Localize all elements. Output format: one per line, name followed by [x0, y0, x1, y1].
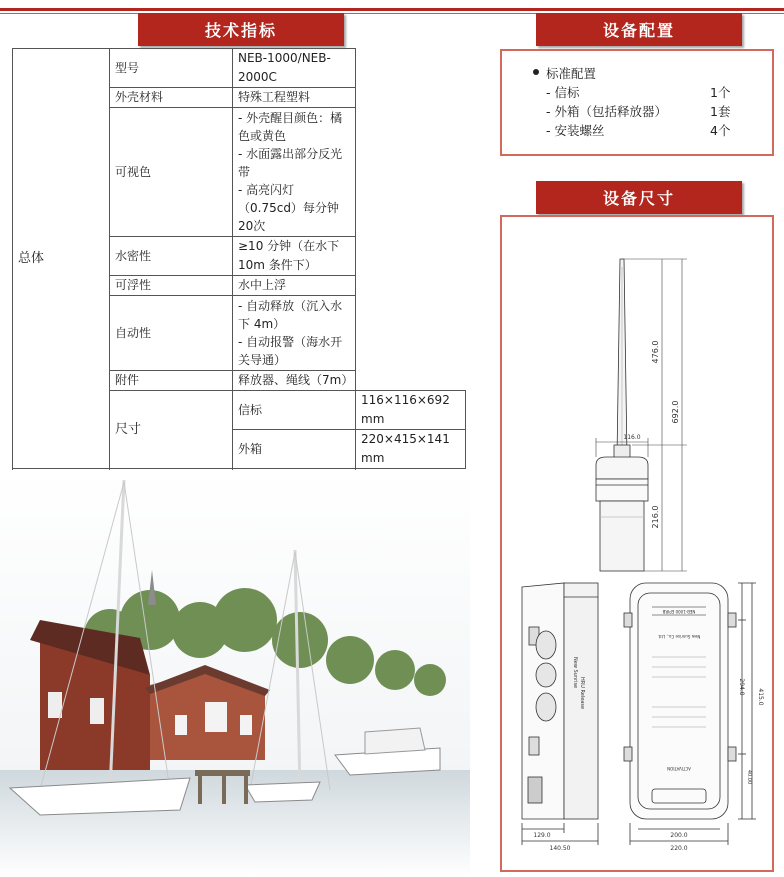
spec-label: 附件	[110, 371, 233, 391]
config-heading: 标准配置	[546, 66, 597, 81]
spec-label: 信标	[233, 391, 356, 430]
config-item-name: - 外箱（包括释放器）	[546, 104, 667, 119]
dim-case-height: 415.0	[757, 688, 764, 706]
spec-line: - 高亮闪灯（0.75cd）每分钟20次	[238, 183, 339, 233]
dims-box	[500, 215, 774, 872]
spec-label: 可视色	[110, 108, 233, 237]
dim-inner-height: 294.0	[738, 678, 745, 696]
spec-line: - 自动释放（沉入水下 4m）	[238, 299, 343, 331]
front-label-company: New Sunrise Co., Ltd.	[657, 634, 701, 639]
harbor-photo	[0, 470, 470, 877]
side-tag-2: HRU Release	[579, 677, 585, 710]
spec-value: 水中上浮	[233, 276, 356, 296]
config-item-qty: 1个	[710, 85, 731, 100]
config-item-name: - 信标	[546, 85, 580, 100]
front-label-model: NEB-1000 EPIRB	[662, 609, 696, 614]
spec-value-multiline	[233, 108, 356, 237]
spec-label: 自动性	[110, 296, 233, 371]
config-banner: 设备配置	[536, 13, 742, 46]
dim-width: 116.0	[623, 434, 641, 441]
spec-label: 可浮性	[110, 276, 233, 296]
bullet-icon	[533, 69, 539, 75]
red-barn	[30, 620, 150, 770]
config-item-name: - 安装螺丝	[546, 123, 605, 138]
dim-outer-width: 220.0	[670, 845, 688, 852]
spec-line: - 水面露出部分反光带	[238, 147, 343, 179]
table-row	[13, 49, 466, 88]
spec-value-multiline	[233, 296, 356, 371]
spec-label: 水密性	[110, 237, 233, 276]
spec-value: 116×116×692 mm	[356, 391, 466, 430]
spec-line: - 自动报警（海水开关导通）	[238, 335, 343, 367]
spec-label: 型号	[110, 49, 233, 88]
spec-banner: 技术指标	[138, 13, 344, 46]
dim-side-depth: 129.0	[533, 832, 551, 839]
category-general: 总体	[13, 49, 110, 469]
dims-banner: 设备尺寸	[536, 181, 742, 214]
spec-value: NEB-1000/NEB-2000C	[233, 49, 356, 88]
dim-antenna: 476.0	[651, 340, 660, 364]
spec-value: 释放器、绳线（7m）	[233, 371, 356, 391]
top-rule	[0, 8, 784, 11]
dim-total: 692.0	[671, 400, 680, 424]
front-label-activation: ACTIVATION	[667, 766, 691, 771]
spec-value: 特殊工程塑料	[233, 88, 356, 108]
dim-inner-width: 200.0	[670, 832, 688, 839]
side-tag-1: New Sunrise	[572, 657, 578, 689]
spec-label: 外箱	[233, 430, 356, 469]
config-item-qty: 4个	[710, 123, 731, 138]
dim-side-outer: 140.50	[549, 845, 571, 852]
category-size: 尺寸	[110, 391, 233, 469]
beacon-drawing	[596, 259, 648, 571]
config-item-qty: 1套	[710, 104, 731, 119]
spec-value: ≥10 分钟（在水下 10m 条件下）	[233, 237, 356, 276]
spec-label: 外壳材料	[110, 88, 233, 108]
spec-line: - 外壳醒目颜色：橘色或黄色	[238, 111, 343, 143]
case-front-view	[624, 583, 756, 845]
technical-drawing	[502, 217, 774, 872]
dim-body: 216.0	[651, 505, 660, 529]
case-side-view	[522, 583, 598, 845]
config-box	[500, 49, 774, 156]
spec-value: 220×415×141 mm	[356, 430, 466, 469]
dim-hole-spacing: 40.00	[746, 769, 752, 785]
